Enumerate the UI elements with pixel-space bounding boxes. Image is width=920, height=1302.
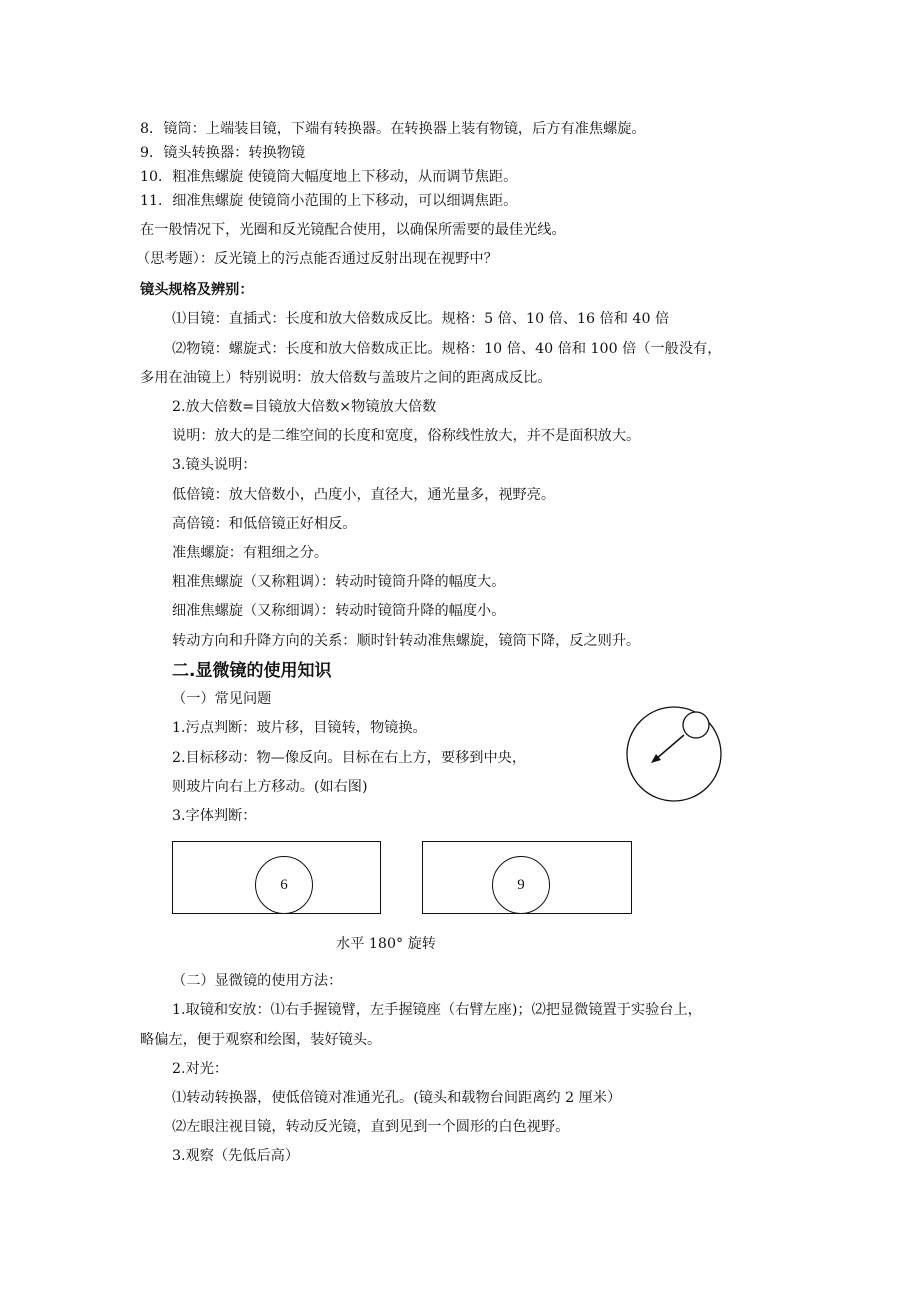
digit-circle-left xyxy=(255,856,313,914)
target-circle xyxy=(683,712,709,738)
text-line-aperture: 在一般情况下，光圈和反光镜配合使用，以确保所需要的最佳光线。 xyxy=(140,222,566,238)
digit-circle-right xyxy=(492,856,550,914)
rotation-caption: 水平 180° 旋转 xyxy=(336,936,436,952)
slide-box-left xyxy=(172,841,381,914)
text-line-dirt: 1.污点判断：玻片移，目镜转，物镜换。 xyxy=(172,720,427,736)
text-line-usage-method: （二）显微镜的使用方法： xyxy=(172,973,343,989)
text-line-low-power: 低倍镜：放大倍数小，凸度小，直径大，通光量多，视野亮。 xyxy=(172,487,556,503)
text-line-light: 2.对光： xyxy=(172,1061,229,1077)
text-line-coarse-focus: 10．粗准焦螺旋 使镜筒大幅度地上下移动，从而调节焦距。 xyxy=(140,169,518,185)
text-line-coarse-adjust: 粗准焦螺旋（又称粗调）：转动时镜筒升降的幅度大。 xyxy=(172,574,506,590)
text-line-left-eye: ⑵左眼注视目镜，转动反光镜，直到见到一个圆形的白色视野。 xyxy=(172,1119,570,1135)
text-line-fine-focus: 11．细准焦螺旋 使镜筒小范围的上下移动，可以细调焦距。 xyxy=(140,193,518,209)
text-line-tube: 8．镜筒：上端装目镜，下端有转换器。在转换器上装有物镜，后方有准焦螺旋。 xyxy=(140,121,646,137)
text-line-converter: 9．镜头转换器：转换物镜 xyxy=(140,145,306,161)
text-line-turn-converter: ⑴转动转换器，使低倍镜对准通光孔。(镜头和载物台间距离约 2 厘米） xyxy=(172,1090,622,1106)
text-line-target-move: 2.目标移动：物—像反向。目标在右上方，要移到中央， xyxy=(172,750,527,766)
text-line-eyepiece: ⑴目镜：直插式：长度和放大倍数成反比。规格：5 倍、10 倍、16 倍和 40 倍 xyxy=(172,311,670,327)
text-line-fine-adjust: 细准焦螺旋（又称细调）：转动时镜筒升降的幅度小。 xyxy=(172,603,506,619)
section-heading-usage: 二.显微镜的使用知识 xyxy=(172,661,332,681)
text-line-slide-move: 则玻片向右上方移动。(如右图) xyxy=(172,779,368,795)
text-line-observe: 3.观察（先低后高） xyxy=(172,1148,300,1164)
field-of-view-figure xyxy=(624,704,724,804)
text-line-magnification-note: 说明：放大的是二维空间的长度和宽度，俗称线性放大，并不是面积放大。 xyxy=(172,428,641,444)
text-line-rotation: 转动方向和升降方向的关系：顺时针转动准焦螺旋，镜筒下降，反之则升。 xyxy=(172,633,641,649)
text-line-common-issues: （一）常见问题 xyxy=(172,691,272,707)
text-line-lens-note: 3.镜头说明： xyxy=(172,457,257,473)
section-subheading-lens-specs: 镜头规格及辨别： xyxy=(140,282,254,298)
text-line-question: （思考题）：反光镜上的污点能否通过反射出现在视野中？ xyxy=(136,251,498,267)
move-arrow-line xyxy=(656,735,684,759)
text-line-focus-knob: 准焦螺旋：有粗细之分。 xyxy=(172,545,329,561)
slide-box-right xyxy=(422,841,632,914)
text-line-font-judge: 3.字体判断： xyxy=(172,808,257,824)
text-line-objective-cont: 多用在油镜上）特别说明：放大倍数与盖玻片之间的距离成反比。 xyxy=(140,370,552,386)
text-line-take-scope-cont: 略偏左，便于观察和绘图，装好镜头。 xyxy=(140,1032,382,1048)
text-line-objective: ⑵物镜：螺旋式：长度和放大倍数成正比。规格：10 倍、40 倍和 100 倍（一般没有， xyxy=(172,341,722,357)
text-line-take-scope: 1.取镜和安放：⑴右手握镜臂，左手握镜座（右臂左座)；⑵把显微镜置于实验台上， xyxy=(172,1002,702,1018)
text-line-high-power: 高倍镜：和低倍镜正好相反。 xyxy=(172,516,357,532)
digit-left: 6 xyxy=(280,876,288,893)
digit-right: 9 xyxy=(517,876,525,893)
text-line-magnification: 2.放大倍数=目镜放大倍数×物镜放大倍数 xyxy=(172,399,437,415)
